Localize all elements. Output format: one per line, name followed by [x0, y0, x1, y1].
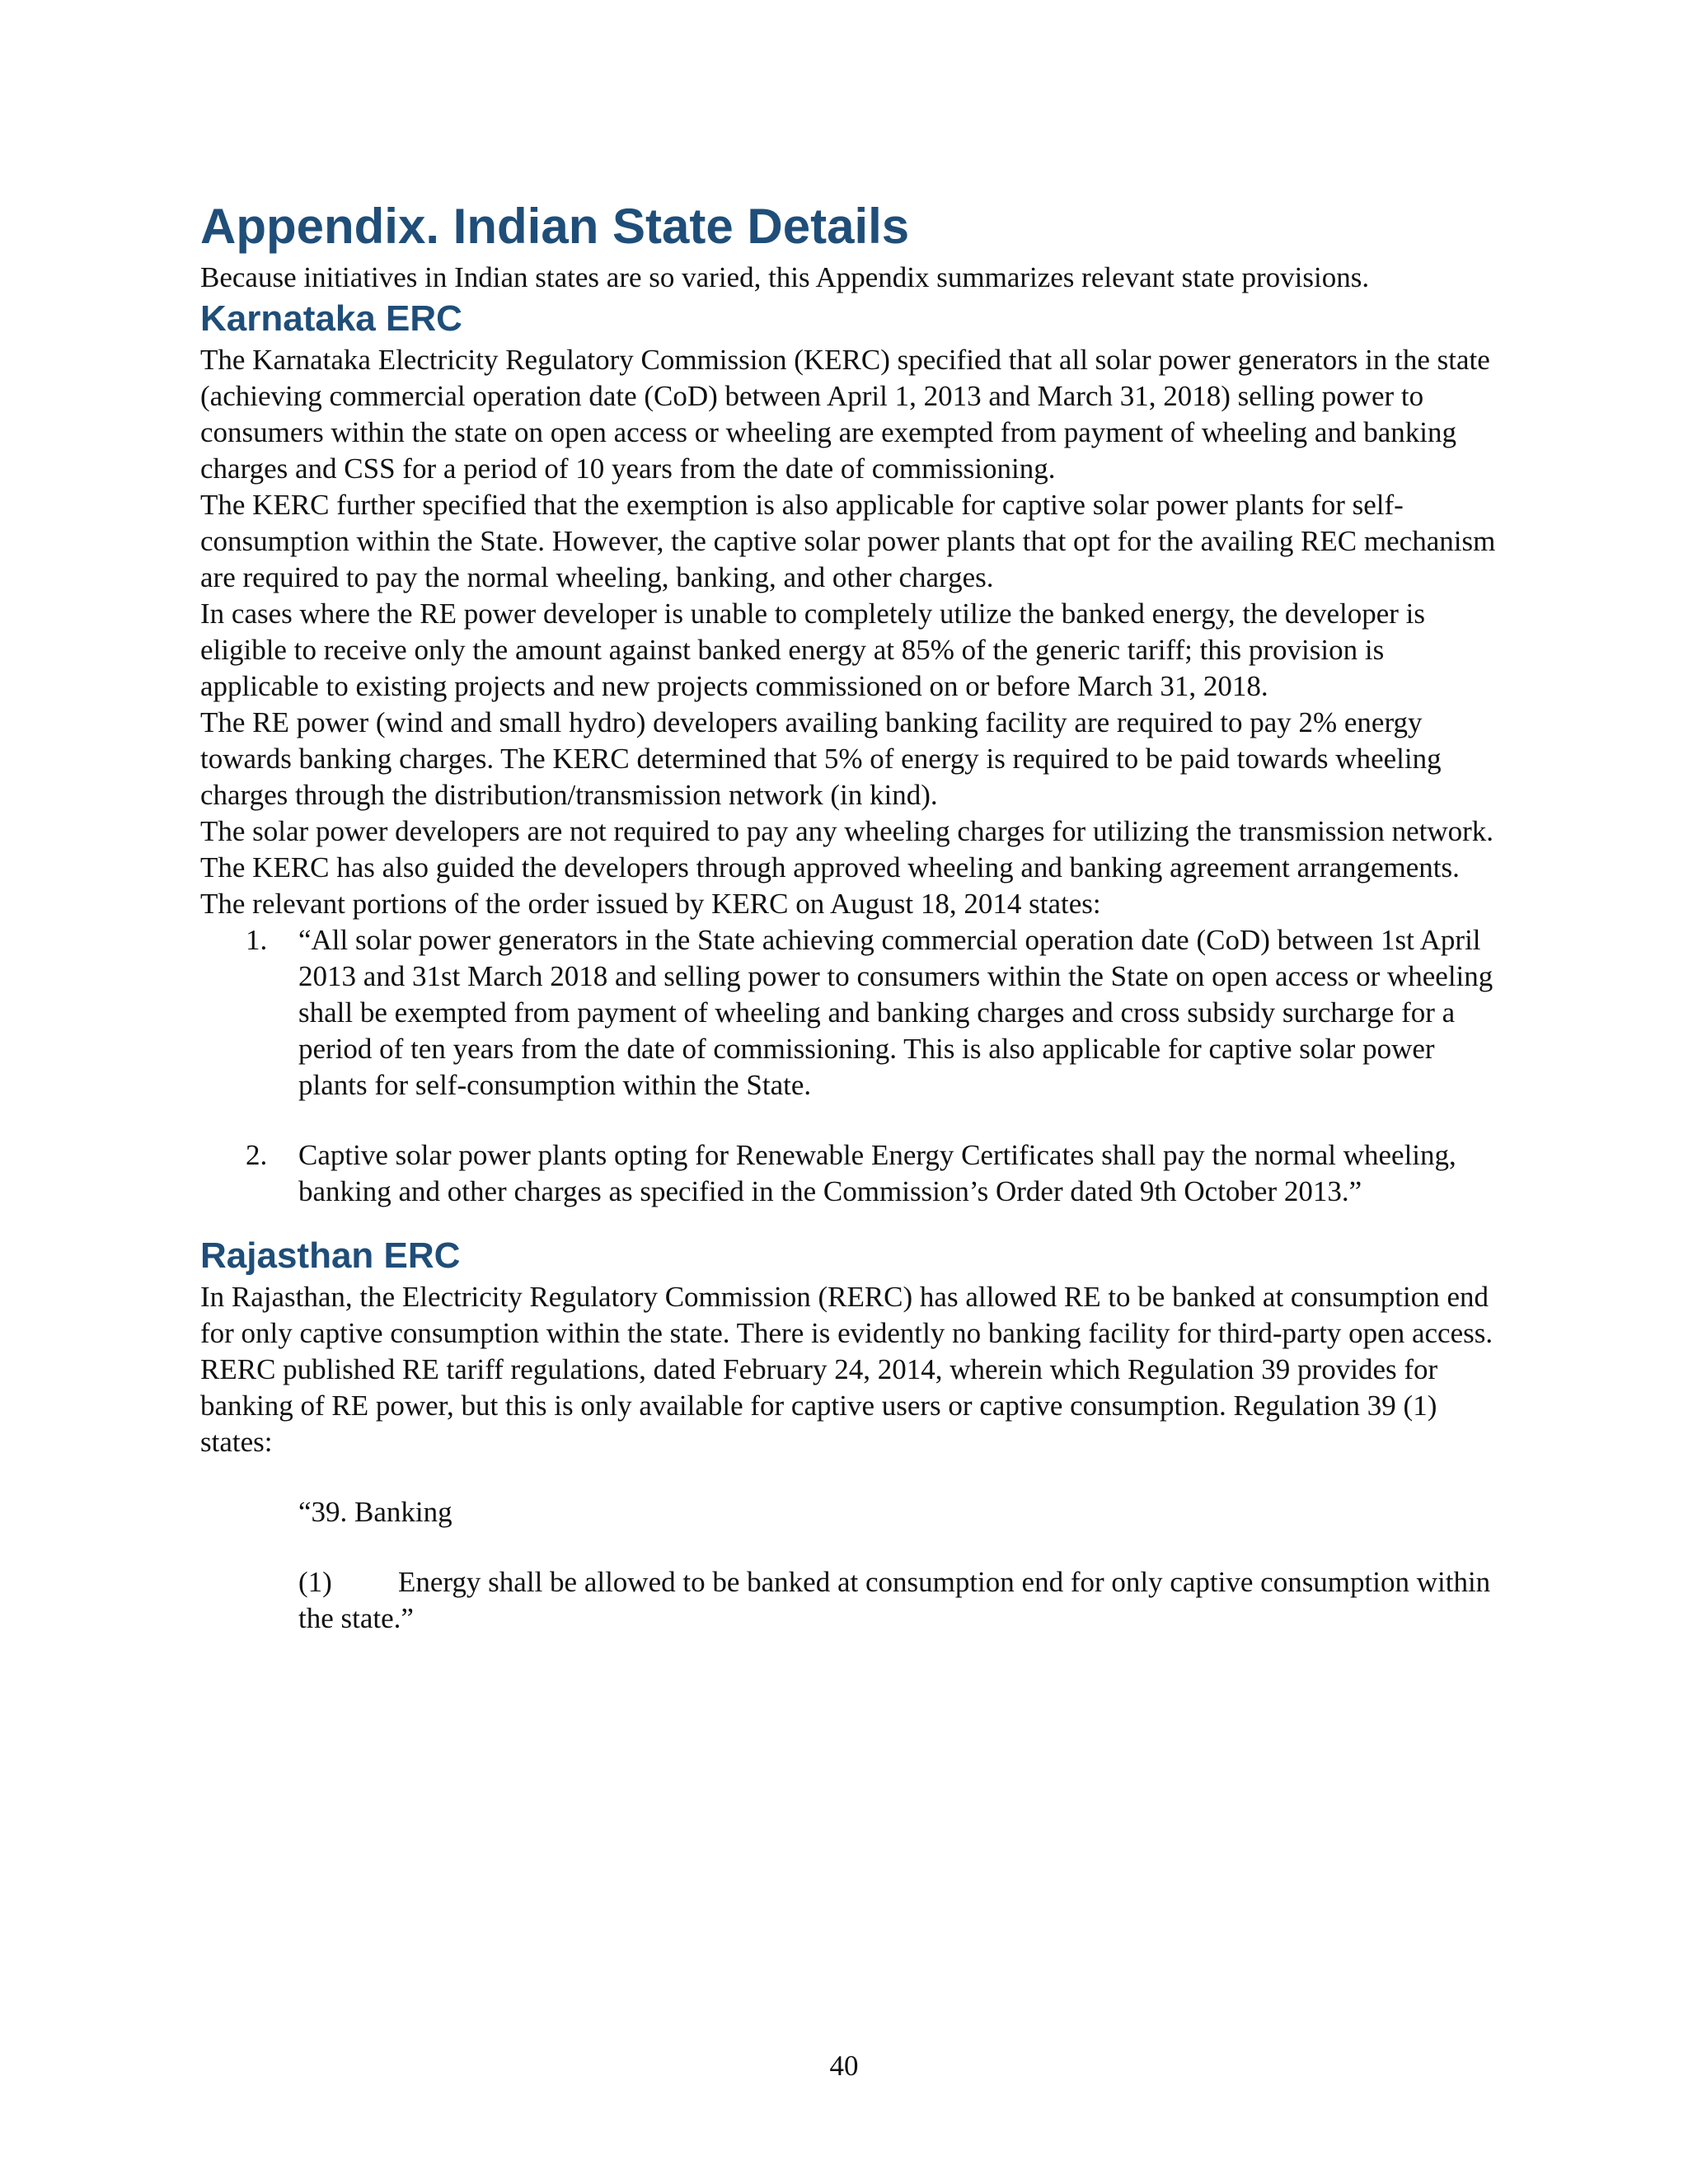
kerc-order-list [200, 922, 1503, 1210]
regulation-item-text: Energy shall be allowed to be banked at consumption end for only captive consumption within the state.” [298, 1566, 1491, 1634]
list-item-number: 2. [246, 1139, 268, 1171]
rajasthan-paragraph: In Rajasthan, the Electricity Regulatory Commission (RERC) has allowed RE to be banked at consumption end for only captive consumption within the state. There is evidently no banking facility for third-party open access. RERC published RE tariff regulations, dated February 24, 2014, wherein which Regulation 39 provides for banking of RE power, but this is only available for captive users or captive consumption. Regulation 39 (1) states: [200, 1281, 1493, 1458]
document-page [200, 194, 1503, 1637]
list-item-text: Captive solar power plants opting for Renewable Energy Certificates shall pay the normal wheeling, banking and other charges as specified in the Commission’s Order dated 9th October 2013.” [298, 1139, 1456, 1207]
page-title: Appendix. Indian State Details [200, 199, 910, 254]
karnataka-paragraph-2: The KERC further specified that the exemption is also applicable for captive solar power plants for self-consumption within the State. However, the captive solar power plants that opt for the availing REC mechanism are required to pay the normal wheeling, banking, and other charges. [200, 489, 1496, 593]
intro-paragraph: Because initiatives in Indian states are so varied, this Appendix summarizes relevant state provisions. [200, 261, 1370, 293]
karnataka-paragraph-4: The RE power (wind and small hydro) developers availing banking facility are required to pay 2% energy towards banking charges. The KERC determined that 5% of energy is required to be paid towards wheeling charges through the distribution/transmission network (in kind). [200, 706, 1442, 811]
list-item-number: 1. [246, 924, 268, 956]
regulation-quote-heading: “39. Banking [298, 1496, 452, 1528]
regulation-quote-item [200, 1564, 1503, 1637]
karnataka-paragraph-3: In cases where the RE power developer is unable to completely utilize the banked energy, the developer is eligible to receive only the amount against banked energy at 85% of the generic tariff; this provision is applicable to existing projects and new projects commissioned on or before March 31, 2018. [200, 598, 1425, 702]
karnataka-paragraph-1: The Karnataka Electricity Regulatory Commission (KERC) specified that all solar power generators in the state (achieving commercial operation date (CoD) between April 1, 2013 and March 31, 2018) selling power to consumers within the state on open access or wheeling are exempted from payment of wheeling and banking charges and CSS for a period of 10 years from the date of commissioning. [200, 344, 1490, 485]
list-item-text: “All solar power generators in the State achieving commercial operation date (CoD) between 1st April 2013 and 31st March 2018 and selling power to consumers within the State on open access or wheeling shall be exempted from payment of wheeling and banking charges and cross subsidy surcharge for a period of ten years from the date of commissioning. This is also applicable for captive solar power plants for self-consumption within the State. [298, 924, 1493, 1101]
page-number: 40 [829, 2050, 859, 2082]
karnataka-paragraph-5: The solar power developers are not required to pay any wheeling charges for utilizing the transmission network. The KERC has also guided the developers through approved wheeling and banking agreement arrangements. The relevant portions of the order issued by KERC on August 18, 2014 states: [200, 815, 1494, 920]
regulation-item-number: (1) [298, 1566, 332, 1598]
list-item [200, 1137, 1503, 1210]
rajasthan-heading: Rajasthan ERC [200, 1235, 461, 1276]
karnataka-heading: Karnataka ERC [200, 298, 462, 339]
list-item [200, 922, 1503, 1104]
